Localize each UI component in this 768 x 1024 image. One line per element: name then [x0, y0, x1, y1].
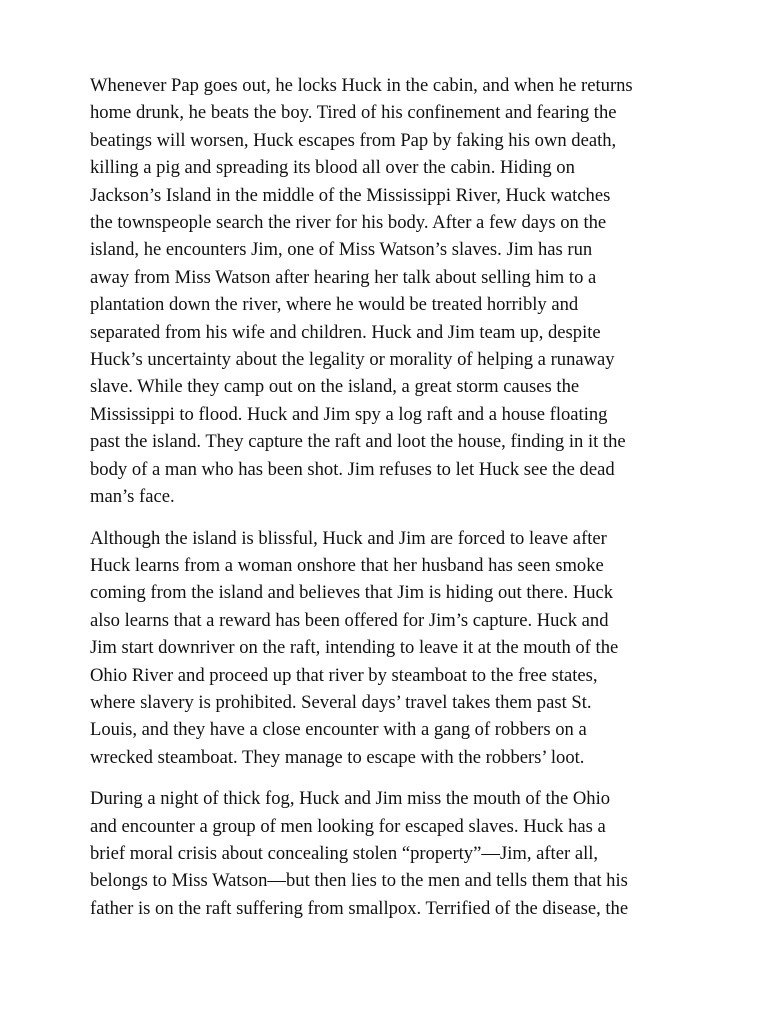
text-line: the townspeople search the river for his body. After a few days on the — [90, 212, 607, 234]
text-line: home drunk, he beats the boy. Tired of his confinement and fearing the — [90, 102, 617, 124]
text-line: slave. While they camp out on the island, a great storm causes the — [90, 376, 580, 398]
text-line: away from Miss Watson after hearing her talk about selling him to a — [90, 266, 597, 288]
text-line: belongs to Miss Watson—but then lies to the men and tells them that his — [90, 870, 628, 892]
text-line: coming from the island and believes that Jim is hiding out there. Huck — [90, 582, 614, 604]
paragraph-spacer — [90, 771, 690, 785]
text-line: Jackson’s Island in the middle of the Mississippi River, Huck watches — [90, 184, 611, 206]
text-line: Mississippi to flood. Huck and Jim spy a log raft and a house floating — [90, 403, 608, 425]
text-line: During a night of thick fog, Huck and Jim miss the mouth of the Ohio — [90, 788, 611, 810]
text-line: separated from his wife and children. Huck and Jim team up, despite — [90, 321, 601, 343]
text-line: Louis, and they have a close encounter with a gang of robbers on a — [90, 719, 587, 741]
text-line: Although the island is blissful, Huck and Jim are forced to leave after — [90, 527, 607, 549]
document-body — [90, 72, 690, 922]
text-line: plantation down the river, where he would be treated horribly and — [90, 294, 579, 316]
paragraph-spacer — [90, 511, 690, 525]
paragraph-3 — [90, 785, 690, 922]
text-line: Huck’s uncertainty about the legality or morality of helping a runaway — [90, 349, 615, 371]
text-line: beatings will worsen, Huck escapes from Pap by faking his own death, — [90, 129, 617, 151]
text-line: and encounter a group of men looking for escaped slaves. Huck has a — [90, 815, 606, 837]
text-line: Huck learns from a woman onshore that her husband has seen smoke — [90, 554, 604, 576]
text-line: killing a pig and spreading its blood all over the cabin. Hiding on — [90, 157, 575, 179]
text-line: where slavery is prohibited. Several days’ travel takes them past St. — [90, 691, 592, 713]
text-line: past the island. They capture the raft and loot the house, finding in it the — [90, 431, 626, 453]
text-line: father is on the raft suffering from smallpox. Terrified of the disease, the — [90, 897, 629, 919]
text-line: island, he encounters Jim, one of Miss Watson’s slaves. Jim has run — [90, 239, 593, 261]
text-line: Whenever Pap goes out, he locks Huck in the cabin, and when he returns — [90, 75, 633, 96]
text-line: also learns that a reward has been offered for Jim’s capture. Huck and — [90, 609, 609, 631]
text-line: wrecked steamboat. They manage to escape with the robbers’ loot. — [90, 746, 585, 768]
text-line: Ohio River and proceed up that river by steamboat to the free states, — [90, 664, 598, 686]
text-line: man’s face. — [90, 486, 175, 508]
paragraph-1 — [90, 72, 690, 511]
text-line: Jim start downriver on the raft, intending to leave it at the mouth of the — [90, 637, 619, 659]
text-line: body of a man who has been shot. Jim refuses to let Huck see the dead — [90, 458, 615, 480]
paragraph-2 — [90, 525, 690, 772]
text-line: brief moral crisis about concealing stolen “property”—Jim, after all, — [90, 842, 599, 864]
